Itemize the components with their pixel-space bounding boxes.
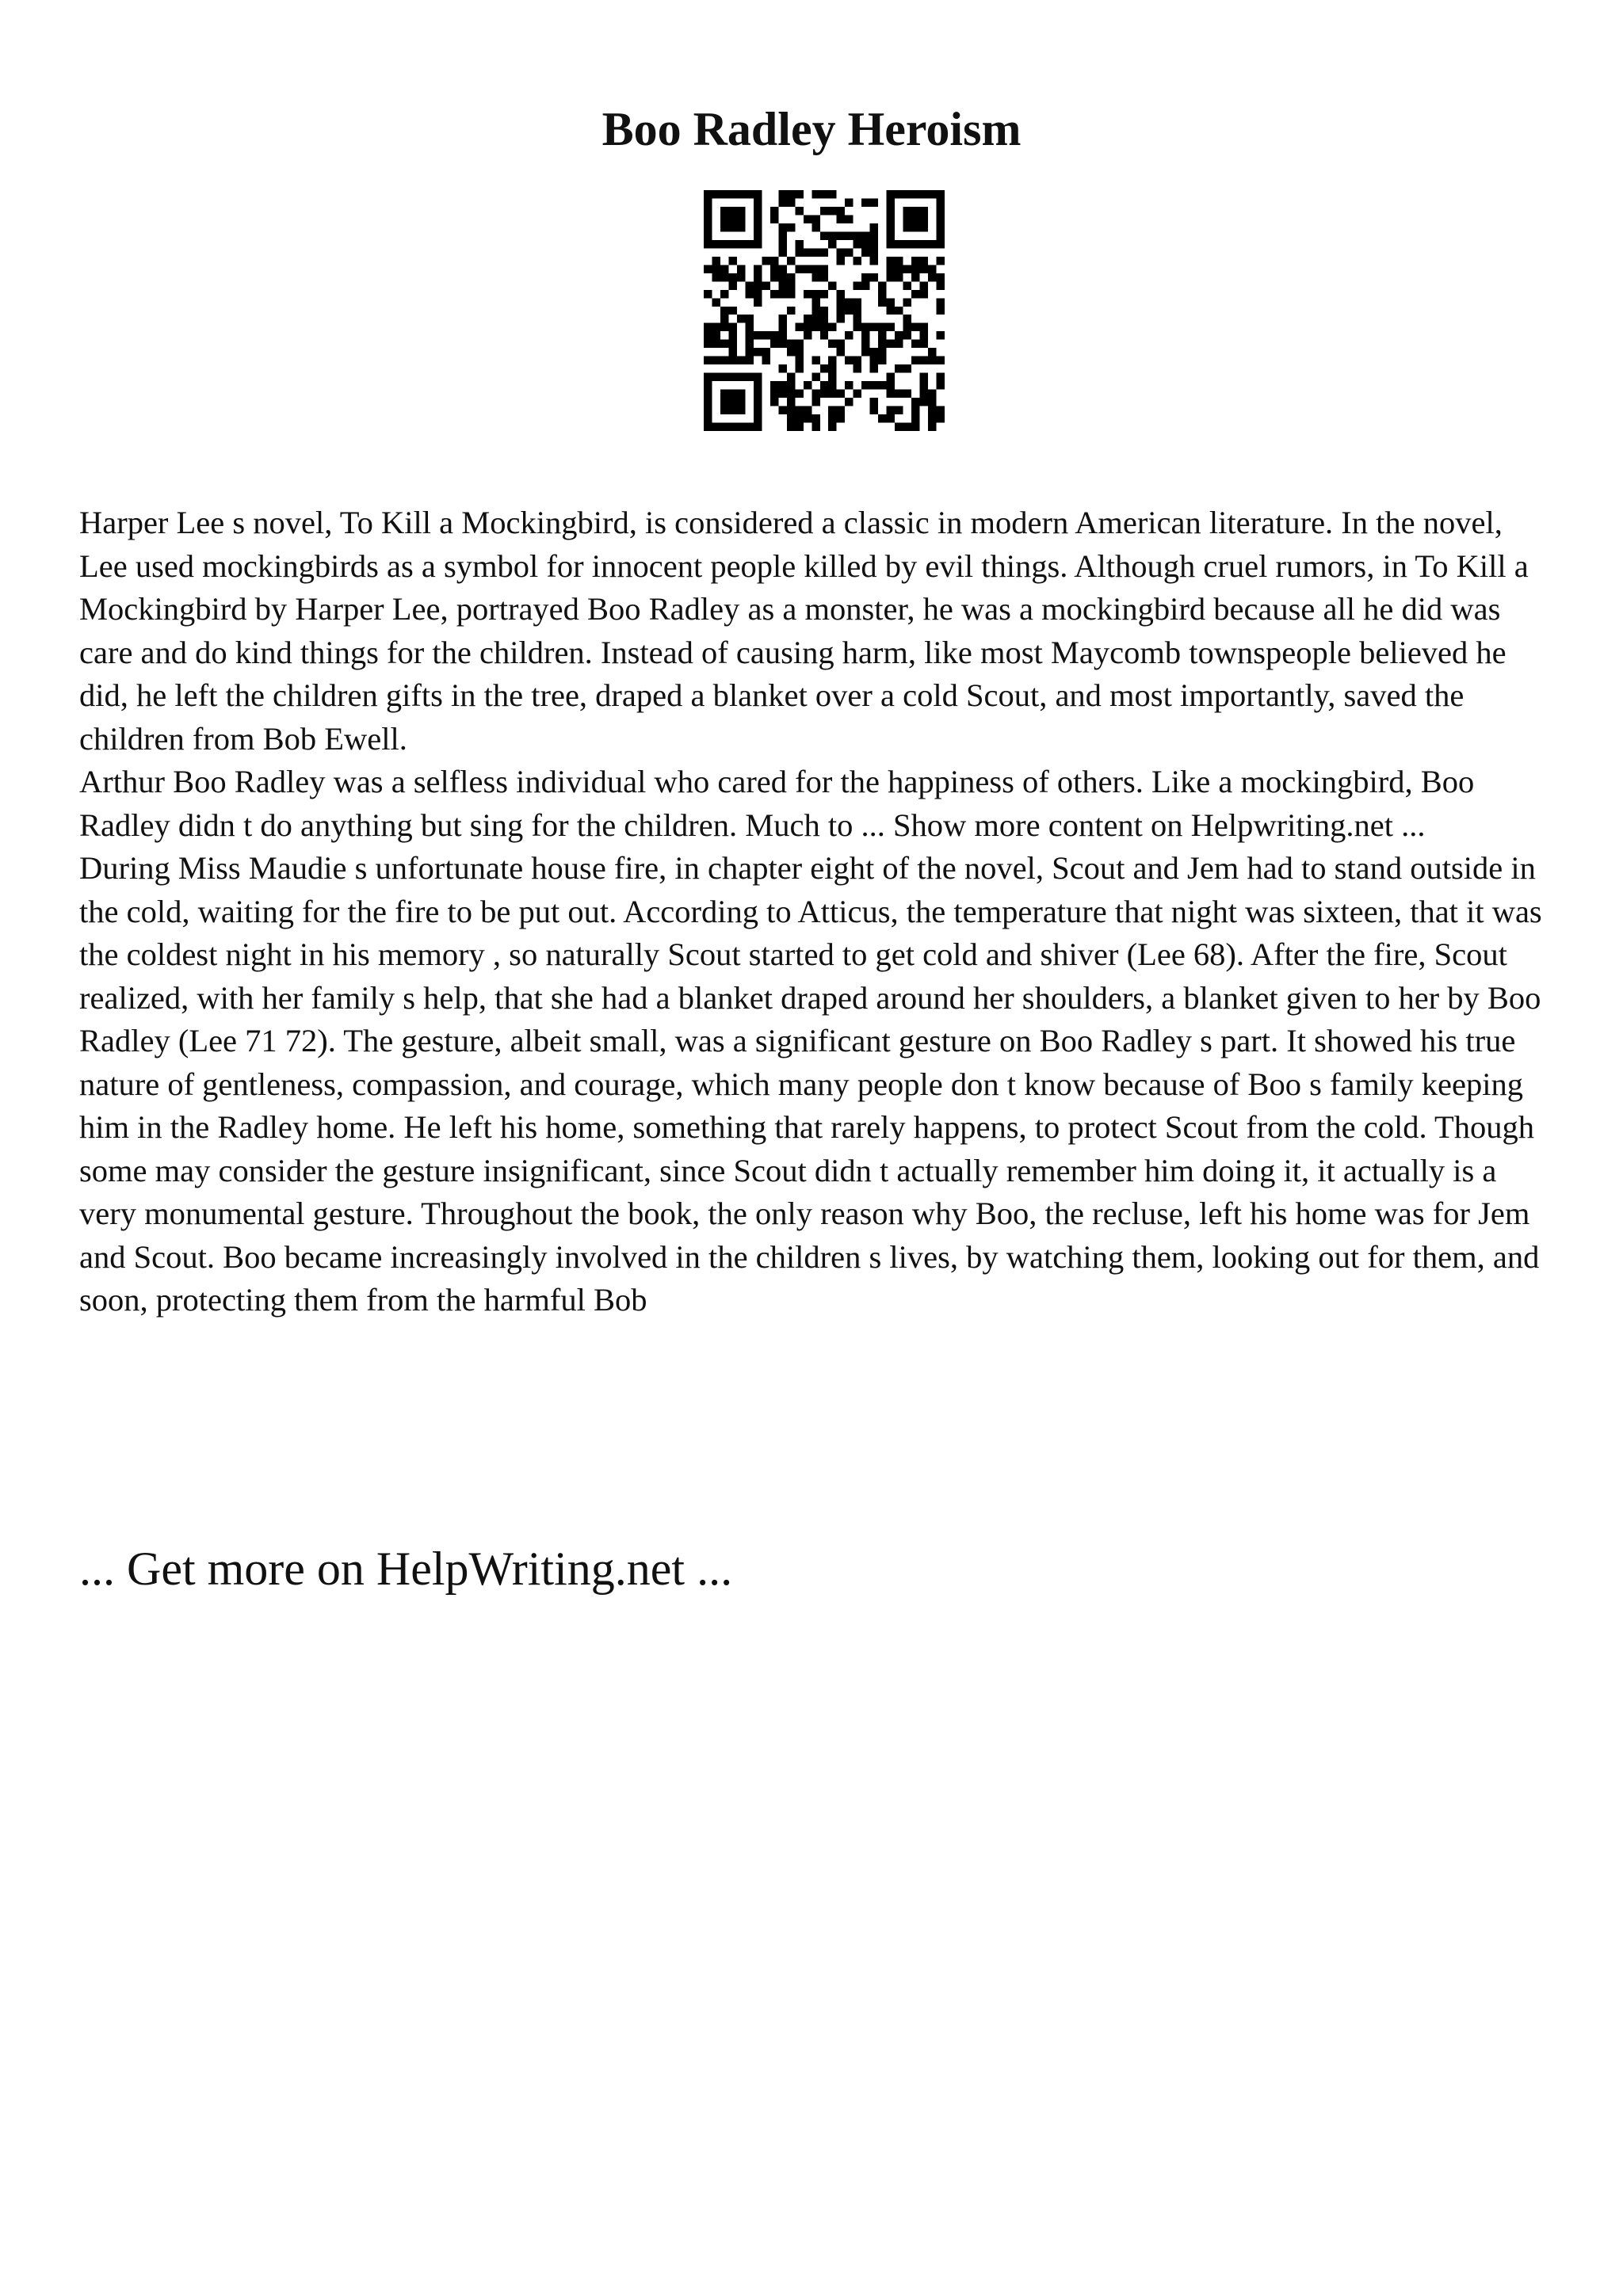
paragraph-2: Arthur Boo Radley was a selfless individual who cared for the happiness of others. Like a mockingbird, Boo Radley didn t do anything but sing for the children. Much to ... Show more content on Helpwriting.net ... [79,764,1475,843]
qr-code-icon [704,190,945,431]
document-body [79,502,1553,1322]
document-title: Boo Radley Heroism [601,103,1022,155]
paragraph-1: Harper Lee s novel, To Kill a Mockingbird, is considered a classic in modern American literature. In the novel, Lee used mockingbirds as a symbol for innocent people killed by evil things. Although cruel rumors, in To Kill a Mockingbird by Harper Lee, portrayed Boo Radley as a monster, he was a mockingbird because all he did was care and do kind things for the children. Instead of causing harm, like most Maycomb townspeople believed he did, he left the children gifts in the tree, draped a blanket over a cold Scout, and most importantly, saved the children from Bob Ewell. [79,505,1529,757]
get-more-link[interactable]: ... Get more on HelpWriting.net ... [79,1543,733,1595]
paragraph-3: During Miss Maudie s unfortunate house fire, in chapter eight of the novel, Scout and Jem had to stand outside in the cold, waiting for the fire to be put out. According to Atticus, the temperature that night was sixteen, that it was the coldest night in his memory , so naturally Scout started to get cold and shiver (Lee 68). After the fire, Scout realized, with her family s help, that she had a blanket draped around her shoulders, a blanket given to her by Boo Radley (Lee 71 72). The gesture, albeit small, was a significant gesture on Boo Radley s part. It showed his true nature of gentleness, compassion, and courage, which many people don t know because of Boo s family keeping him in the Radley home. He left his home, something that rarely happens, to protect Scout from the cold. Though some may consider the gesture insignificant, since Scout didn t actually remember him doing it, it actually is a very monumental gesture. Throughout the book, the only reason why Boo, the recluse, left his home was for Jem and Scout. Boo became increasingly involved in the children s lives, by watching them, looking out for them, and soon, protecting them from the harmful Bob [79,850,1542,1318]
